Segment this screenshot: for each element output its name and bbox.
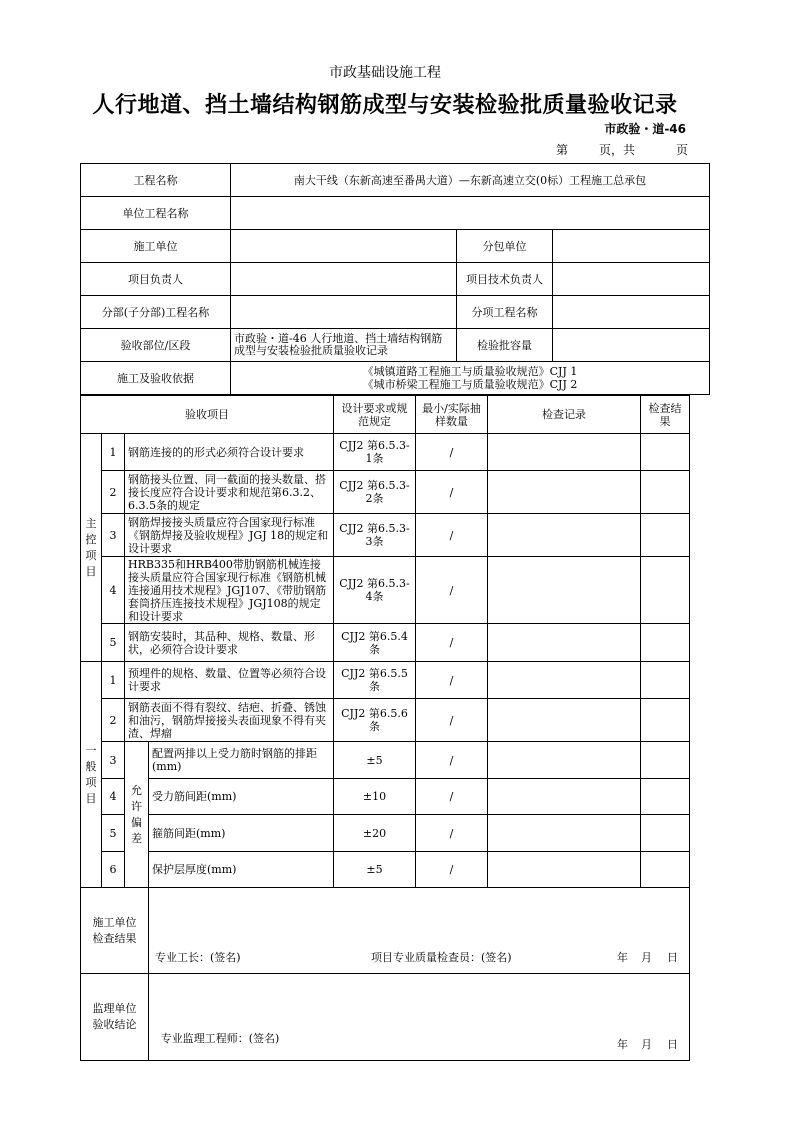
general-label: 一般项目 <box>81 662 102 888</box>
division-label: 分部(子分部)工程名称 <box>81 296 231 329</box>
row-spec: CJJ2 第6.5.3-2条 <box>334 471 416 514</box>
row-number: 2 <box>102 699 125 742</box>
items-table <box>80 395 690 1061</box>
supervisor-signature: 专业监理工程师：(签名) <box>160 1032 280 1045</box>
col-result-header: 检查结果 <box>641 396 690 434</box>
item-project-value[interactable] <box>553 296 710 329</box>
row-record[interactable] <box>488 471 641 514</box>
location-label: 验收部位/区段 <box>81 329 231 362</box>
batch-capacity-label: 检验批容量 <box>457 329 553 362</box>
row-item-text: 保护层厚度(mm) <box>149 852 334 888</box>
row-record[interactable] <box>488 815 641 852</box>
row-item-text: 钢筋焊接接头质量应符合国家现行标准《钢筋焊接及验收规程》JGJ 18的规定和设计要求 <box>125 514 334 557</box>
subcontract-unit-label: 分包单位 <box>457 230 553 263</box>
tolerance-label: 允许偏差 <box>125 742 149 888</box>
row-spec: CJJ2 第6.5.3-3条 <box>334 514 416 557</box>
row-item-text: 钢筋接头位置、同一截面的接头数量、搭接长度应符合设计要求和规范第6.3.2、6.3.5条的规定 <box>125 471 334 514</box>
row-item-text: 受力筋间距(mm) <box>149 779 334 815</box>
project-name-value: 南大干线（东新高速至番禺大道）—东新高速立交(0标）工程施工总承包 <box>231 164 710 197</box>
col-design-header: 设计要求或规范规定 <box>334 396 416 434</box>
unit-project-value[interactable] <box>231 197 710 230</box>
date-month: 月 <box>641 1038 652 1051</box>
page-label-1: 第 <box>556 143 569 157</box>
row-sample: / <box>416 514 488 557</box>
row-result[interactable] <box>641 471 690 514</box>
row-item-text: 钢筋连接的的形式必须符合设计要求 <box>125 434 334 471</box>
basis-label: 施工及验收依据 <box>81 362 231 395</box>
row-result[interactable] <box>641 624 690 662</box>
row-spec: ±10 <box>334 779 416 815</box>
project-manager-value[interactable] <box>231 263 457 296</box>
form-code: 市政验・道-46 <box>604 122 686 136</box>
row-sample: / <box>416 742 488 779</box>
row-sample: / <box>416 557 488 624</box>
row-sample: / <box>416 471 488 514</box>
row-spec: CJJ2 第6.5.4条 <box>334 624 416 662</box>
row-result[interactable] <box>641 514 690 557</box>
doc-title: 人行地道、挡土墙结构钢筋成型与安装检验批质量验收记录 <box>92 93 678 118</box>
row-sample: / <box>416 624 488 662</box>
row-sample: / <box>416 662 488 699</box>
row-record[interactable] <box>488 624 641 662</box>
construction-result-label: 施工单位检查结果 <box>81 888 149 974</box>
location-value: 市政验・道-46 人行地道、挡土墙结构钢筋成型与安装检验批质量验收记录 <box>231 329 457 362</box>
row-result[interactable] <box>641 779 690 815</box>
acceptance-table <box>80 163 710 395</box>
row-number: 3 <box>102 514 125 557</box>
tech-manager-label: 项目技术负责人 <box>457 263 553 296</box>
col-item-header: 验收项目 <box>81 396 334 434</box>
doc-subtitle: 市政基础设施工程 <box>329 65 441 81</box>
item-project-label: 分项工程名称 <box>457 296 553 329</box>
tech-manager-value[interactable] <box>553 263 710 296</box>
quality-inspector-signature: 项目专业质量检查员：(签名) <box>371 951 512 964</box>
row-record[interactable] <box>488 779 641 815</box>
construction-unit-value[interactable] <box>231 230 457 263</box>
row-record[interactable] <box>488 662 641 699</box>
row-result[interactable] <box>641 434 690 471</box>
batch-capacity-value[interactable] <box>553 329 710 362</box>
row-number: 4 <box>102 557 125 624</box>
basis-value <box>231 362 710 395</box>
row-sample: / <box>416 852 488 888</box>
page-label-2: 页，共 <box>599 143 636 157</box>
row-number: 5 <box>102 624 125 662</box>
basis-line-2: 《城市桥梁工程施工与质量验收规范》CJJ 2 <box>362 378 578 391</box>
row-item-text: 箍筋间距(mm) <box>149 815 334 852</box>
row-result[interactable] <box>641 699 690 742</box>
row-record[interactable] <box>488 852 641 888</box>
row-record[interactable] <box>488 699 641 742</box>
row-result[interactable] <box>641 742 690 779</box>
date-day: 日 <box>667 1038 678 1051</box>
row-result[interactable] <box>641 815 690 852</box>
row-number: 3 <box>102 742 125 779</box>
row-number: 6 <box>102 852 125 888</box>
row-number: 1 <box>102 434 125 471</box>
project-name-label: 工程名称 <box>81 164 231 197</box>
row-sample: / <box>416 434 488 471</box>
row-spec: CJJ2 第6.5.3-1条 <box>334 434 416 471</box>
row-result[interactable] <box>641 557 690 624</box>
unit-project-label: 单位工程名称 <box>81 197 231 230</box>
col-record-header: 检查记录 <box>488 396 641 434</box>
row-spec: ±20 <box>334 815 416 852</box>
row-sample: / <box>416 779 488 815</box>
row-record[interactable] <box>488 557 641 624</box>
row-spec: CJJ2 第6.5.6条 <box>334 699 416 742</box>
row-record[interactable] <box>488 742 641 779</box>
row-sample: / <box>416 815 488 852</box>
row-result[interactable] <box>641 852 690 888</box>
project-manager-label: 项目负责人 <box>81 263 231 296</box>
col-sample-header: 最小/实际抽样数量 <box>416 396 488 434</box>
row-sample: / <box>416 699 488 742</box>
date-month: 月 <box>641 951 652 964</box>
basis-line-1: 《城镇道路工程施工与质量验收规范》CJJ 1 <box>362 365 578 378</box>
row-number: 4 <box>102 779 125 815</box>
subcontract-unit-value[interactable] <box>553 230 710 263</box>
row-item-text: 配置两排以上受力筋时钢筋的排距(mm) <box>149 742 334 779</box>
supervision-label: 监理单位验收结论 <box>81 974 149 1061</box>
date-day: 日 <box>667 951 678 964</box>
main-control-label: 主控项目 <box>81 434 102 662</box>
row-number: 5 <box>102 815 125 852</box>
row-number: 2 <box>102 471 125 514</box>
page-label-3: 页 <box>676 143 689 157</box>
date-year: 年 <box>617 1038 628 1051</box>
supervision-area <box>149 974 690 1061</box>
division-value[interactable] <box>231 296 457 329</box>
construction-result-area <box>149 888 690 974</box>
row-record[interactable] <box>488 514 641 557</box>
row-spec: ±5 <box>334 852 416 888</box>
row-record[interactable] <box>488 434 641 471</box>
row-item-text: HRB335和HRB400带肋钢筋机械连接接头质量应符合国家现行标准《钢筋机械连接通用技术规程》JGJ107、《带肋钢筋套筒挤压连接技术规程》JGJ108的规定和设计要求 <box>125 557 334 624</box>
row-item-text: 钢筋安装时，其品种、规格、数量、形状，必须符合设计要求 <box>125 624 334 662</box>
row-spec: ±5 <box>334 742 416 779</box>
row-spec: CJJ2 第6.5.5条 <box>334 662 416 699</box>
construction-unit-label: 施工单位 <box>81 230 231 263</box>
row-spec: CJJ2 第6.5.3-4条 <box>334 557 416 624</box>
row-number: 1 <box>102 662 125 699</box>
date-year: 年 <box>617 951 628 964</box>
row-result[interactable] <box>641 662 690 699</box>
foreman-signature: 专业工长：(签名) <box>155 951 241 964</box>
row-item-text: 预埋件的规格、数量、位置等必须符合设计要求 <box>125 662 334 699</box>
row-item-text: 钢筋表面不得有裂纹、结疤、折叠、锈蚀和油污，钢筋焊接接头表面现象不得有夹渣、焊瘤 <box>125 699 334 742</box>
